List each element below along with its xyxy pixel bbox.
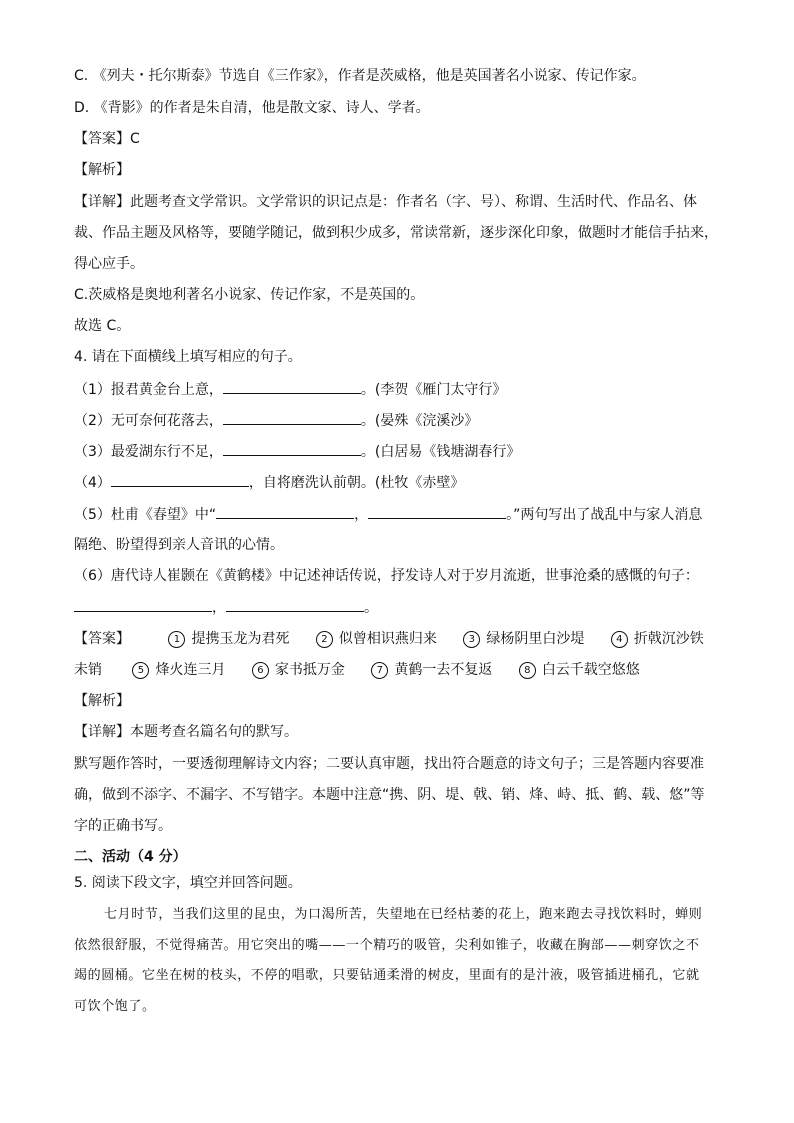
q4-detail-4: 字的正确书写。 (74, 818, 172, 834)
option-c-line (74, 66, 724, 86)
q4-item-2: （2）无可奈何花落去， 。(晏殊《浣溪沙》 (74, 410, 724, 431)
q5-stem: 5. 阅读下段文字，填空并回答问题。 (74, 875, 302, 891)
answer-item-2: 2 似曾相识燕归来 (316, 629, 437, 649)
fill-blank[interactable] (111, 472, 249, 487)
q4-detail-2: 默写题作答时，一要透彻理解诗文内容；二要认真审题，找出符合题意的诗文句子；三是答题内容要准 (74, 756, 704, 772)
answer-value: C (130, 131, 140, 147)
q4-detail-3: 确，做到不添字、不漏字、不写错字。本题中注意“携、阴、堤、戟、销、烽、峙、抵、鹤、载、悠”等 (74, 787, 705, 803)
answer-item-5: 5 烽火连三月 (132, 660, 225, 680)
fill-blank[interactable] (226, 597, 364, 612)
q4-item-6-blanks: ， 。 (74, 597, 724, 618)
fill-blank[interactable] (368, 504, 506, 519)
passage-line-4: 可饮个饱了。 (74, 999, 156, 1014)
answer-item-3: 3 绿杨阴里白沙堤 (463, 629, 584, 649)
fill-blank[interactable] (223, 379, 361, 394)
q4-item-4: （4） ，自将磨洗认前朝。(杜牧《赤壁》 (74, 472, 724, 493)
q4-stem: 4. 请在下面横线上填写相应的句子。 (74, 349, 302, 365)
q4-item-3: （3）最爱湖东行不足， 。(白居易《钱塘湖春行》 (74, 441, 724, 462)
conclusion-line: 故选 C。 (74, 318, 131, 334)
option-c-text: C. 《列夫・托尔斯泰》节选自《三作家》，作者是茨威格，他是英国著名小说家、传记作家。 (74, 68, 646, 84)
fill-blank[interactable] (223, 441, 361, 456)
fill-blank[interactable] (223, 410, 361, 425)
q4-item-6: （6）唐代诗人崔颢在《黄鹤楼》中记述神话传说，抒发诗人对于岁月流逝，世事沧桑的感慨的句子： (74, 568, 699, 584)
analysis-label: 【解析】 (74, 162, 130, 178)
detail-line-2: 裁、作品主题及风格等，要随学随记，做到积少成多，常读常新，逐步深化印象，做题时才能信手拈来， (74, 225, 718, 241)
detail-line-1: 【详解】此题考查文学常识。文学常识的识记点是：作者名（字、号）、称谓、生活时代、作品名、体 (74, 194, 697, 210)
answer-item-1: 1 提携玉龙为君死 (168, 629, 289, 649)
answer-item-8: 8 白云千载空悠悠 (519, 660, 640, 680)
q4-item-1: （1）报君黄金台上意， 。(李贺《雁门太守行》 (74, 379, 724, 400)
q4-item-5-cont: 隔绝、盼望得到亲人音讯的心情。 (74, 537, 284, 553)
passage-line-3: 竭的圆桶。它坐在树的枝头，不停的唱歌，只要钻通柔滑的树皮，里面有的是汁液，吸管插进桶孔，它就 (74, 968, 700, 983)
q4-detail-1: 【详解】本题考查名篇名句的默写。 (74, 724, 298, 740)
q4-answer-line-2: 未销 5 烽火连三月 6 家书抵万金 7 黄鹤一去不复返 8 白云千载空悠悠 (74, 662, 640, 678)
detail-line-3: 得心应手。 (74, 256, 144, 272)
answer-item-7: 7 黄鹤一去不复返 (371, 660, 492, 680)
passage-line-2: 依然很舒服，不觉得痛苦。用它突出的嘴——一个精巧的吸管，尖利如锥子，收藏在胸部——刺穿饮之不 (74, 938, 700, 953)
answer-line (74, 129, 724, 149)
answer-item-4: 4 折戟沉沙铁 (611, 629, 704, 649)
answer-item-6: 6 家书抵万金 (252, 660, 345, 680)
q4-item-5: （5）杜甫《春望》中“ ， 。”两句写出了战乱中与家人消息 (74, 504, 724, 525)
fill-blank[interactable] (74, 597, 212, 612)
section-title: 二、活动（4 分） (74, 849, 187, 865)
q4-answer-line-1: 【答案】 1 提携玉龙为君死 2 似曾相识燕归来 3 绿杨阴里白沙堤 4 折戟沉沙铁 (74, 631, 704, 647)
q4-analysis-label: 【解析】 (74, 693, 130, 709)
passage-line-1: 七月时节，当我们这里的昆虫，为口渴所苦，失望地在已经枯萎的花上，跑来跑去寻找饮料时，蝉则 (104, 907, 703, 922)
option-d-text: D. 《背影》的作者是朱自清，他是散文家、诗人、学者。 (74, 100, 430, 116)
fill-blank[interactable] (216, 504, 354, 519)
option-d-line (74, 98, 724, 118)
detail-line-4: C.茨威格是奥地利著名小说家、传记作家，不是英国的。 (74, 287, 425, 303)
answer-label: 【答案】 (74, 131, 130, 147)
